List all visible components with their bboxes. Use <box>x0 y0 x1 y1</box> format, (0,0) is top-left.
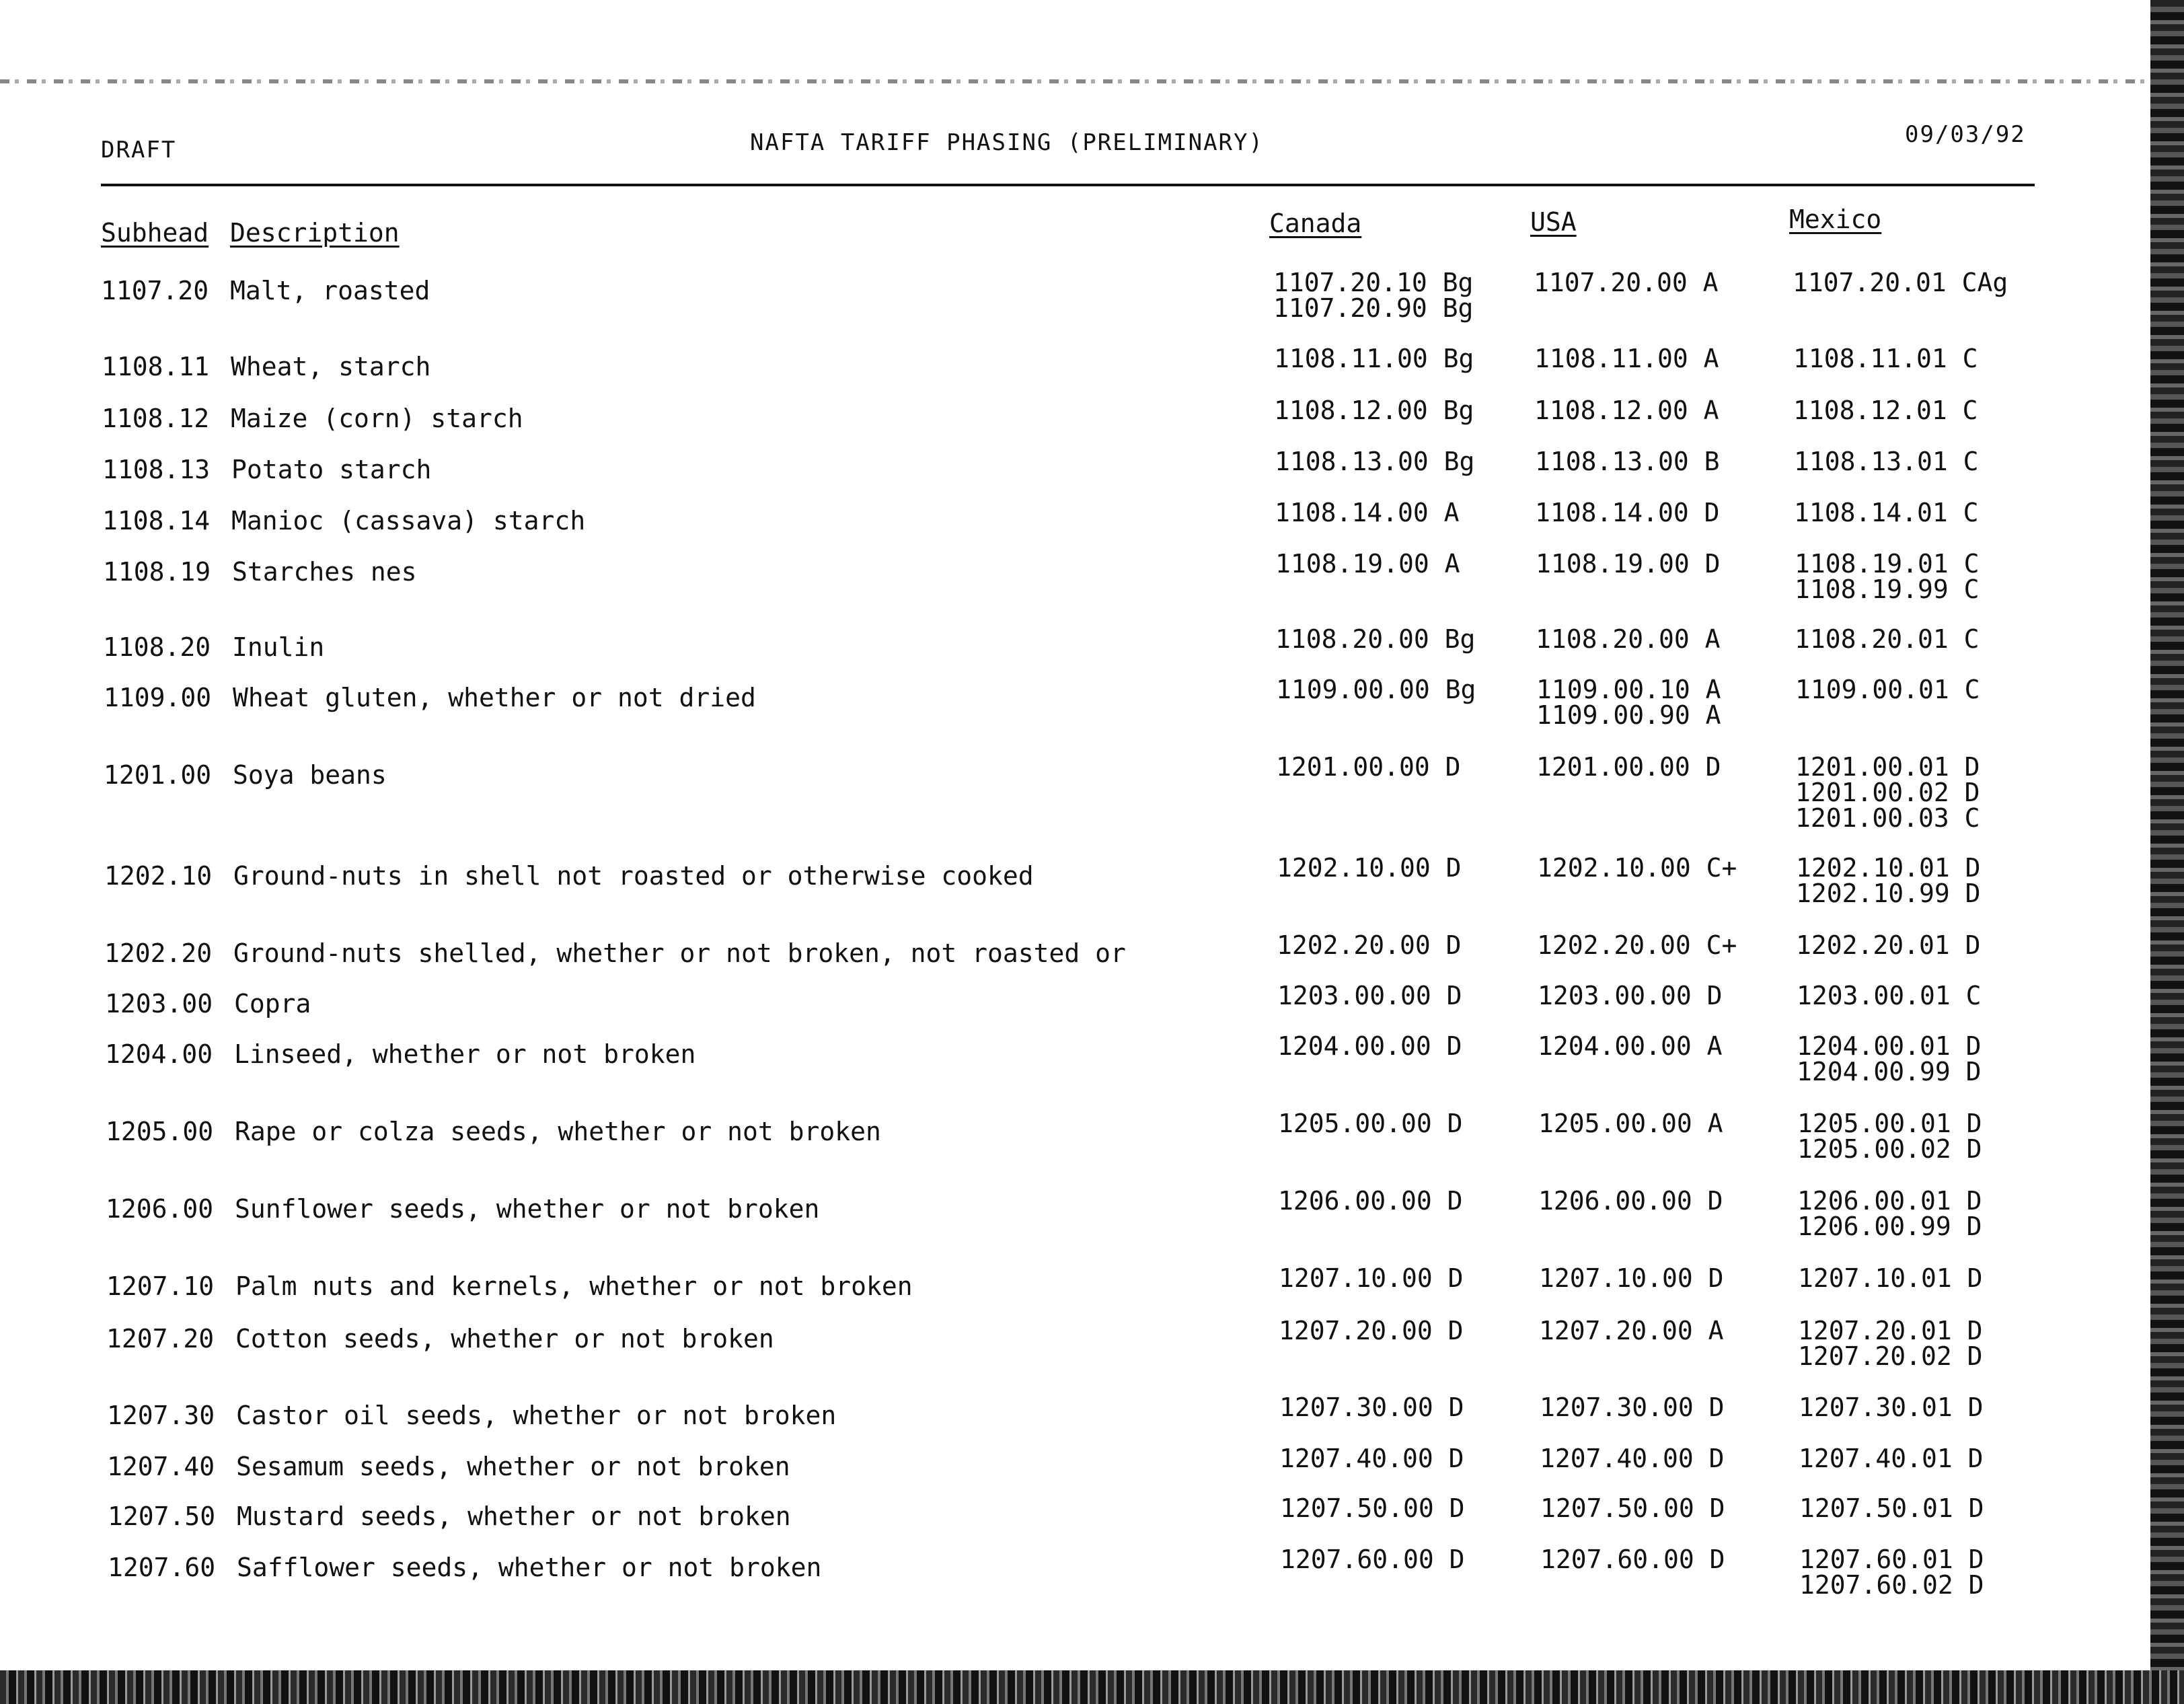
subhead-code: 1108.12 <box>102 404 210 433</box>
usa-tariff-code: 1108.14.00 D <box>1535 498 1720 527</box>
subhead-code: 1207.50 <box>108 1502 216 1531</box>
mexico-tariff-code: 1205.00.02 D <box>1797 1134 1982 1164</box>
mexico-tariff-code: 1108.19.01 C <box>1795 549 1980 579</box>
scan-edge-right <box>2150 0 2184 1704</box>
usa-tariff-code: 1108.11.00 A <box>1534 344 1719 373</box>
mexico-tariff-code: 1201.00.02 D <box>1795 778 1980 807</box>
canada-tariff-code: 1108.11.00 Bg <box>1274 344 1474 373</box>
document-title: NAFTA TARIFF PHASING (PRELIMINARY) <box>750 129 1264 156</box>
subhead-code: 1203.00 <box>105 989 213 1018</box>
usa-tariff-code: 1205.00.00 A <box>1538 1109 1723 1138</box>
mexico-tariff-code: 1108.19.99 C <box>1795 575 1980 604</box>
mexico-tariff-code: 1207.50.01 D <box>1799 1493 1984 1523</box>
item-description: Castor oil seeds, whether or not broken <box>236 1401 837 1430</box>
usa-tariff-code: 1109.00.10 A <box>1536 675 1721 704</box>
column-header-usa: USA <box>1530 207 1577 237</box>
item-description: Ground-nuts in shell not roasted or otherwise cooked <box>233 861 1034 891</box>
item-description: Linseed, whether or not broken <box>234 1039 696 1069</box>
canada-tariff-code: 1205.00.00 D <box>1278 1109 1463 1138</box>
subhead-code: 1109.00 <box>104 683 212 712</box>
item-description: Wheat gluten, whether or not dried <box>233 683 756 712</box>
canada-tariff-code: 1107.20.90 Bg <box>1273 293 1474 323</box>
usa-tariff-code: 1207.50.00 D <box>1540 1493 1725 1523</box>
item-description: Inulin <box>232 632 325 662</box>
mexico-tariff-code: 1202.10.99 D <box>1796 879 1981 908</box>
canada-tariff-code: 1108.20.00 Bg <box>1275 624 1476 654</box>
canada-tariff-code: 1202.20.00 D <box>1277 930 1462 960</box>
mexico-tariff-code: 1207.40.01 D <box>1799 1444 1984 1473</box>
canada-tariff-code: 1207.20.00 D <box>1279 1316 1464 1345</box>
canada-tariff-code: 1203.00.00 D <box>1277 981 1462 1010</box>
usa-tariff-code: 1207.30.00 D <box>1540 1393 1725 1422</box>
subhead-code: 1207.60 <box>108 1553 216 1582</box>
usa-tariff-code: 1108.19.00 D <box>1536 549 1721 579</box>
usa-tariff-code: 1207.20.00 A <box>1539 1316 1724 1345</box>
item-description: Mustard seeds, whether or not broken <box>237 1502 791 1531</box>
column-header-subhead: Subhead <box>101 218 209 248</box>
canada-tariff-code: 1206.00.00 D <box>1278 1186 1463 1216</box>
canada-tariff-code: 1207.50.00 D <box>1280 1493 1465 1523</box>
usa-tariff-code: 1207.60.00 D <box>1540 1545 1725 1574</box>
item-description: Soya beans <box>233 760 387 790</box>
draft-label: DRAFT <box>101 137 177 163</box>
mexico-tariff-code: 1207.30.01 D <box>1799 1393 1984 1422</box>
usa-tariff-code: 1202.20.00 C+ <box>1537 930 1737 960</box>
subhead-code: 1108.14 <box>102 506 211 535</box>
mexico-tariff-code: 1202.20.01 D <box>1796 930 1981 960</box>
subhead-code: 1207.10 <box>106 1271 215 1301</box>
canada-tariff-code: 1207.10.00 D <box>1279 1263 1464 1293</box>
usa-tariff-code: 1207.10.00 D <box>1539 1263 1724 1293</box>
canada-tariff-code: 1108.14.00 A <box>1275 498 1460 527</box>
mexico-tariff-code: 1108.20.01 C <box>1795 624 1980 654</box>
usa-tariff-code: 1108.20.00 A <box>1536 624 1721 654</box>
canada-tariff-code: 1201.00.00 D <box>1276 752 1461 782</box>
mexico-tariff-code: 1108.11.01 C <box>1793 344 1978 373</box>
usa-tariff-code: 1207.40.00 D <box>1540 1444 1725 1473</box>
item-description: Potato starch <box>231 455 432 484</box>
mexico-tariff-code: 1207.60.01 D <box>1799 1545 1984 1574</box>
mexico-tariff-code: 1204.00.99 D <box>1797 1057 1982 1086</box>
canada-tariff-code: 1107.20.10 Bg <box>1273 268 1474 297</box>
canada-tariff-code: 1202.10.00 D <box>1277 853 1462 883</box>
usa-tariff-code: 1201.00.00 D <box>1536 752 1721 782</box>
mexico-tariff-code: 1207.60.02 D <box>1799 1570 1984 1600</box>
canada-tariff-code: 1108.13.00 Bg <box>1275 447 1475 476</box>
usa-tariff-code: 1203.00.00 D <box>1538 981 1723 1010</box>
subhead-code: 1206.00 <box>106 1194 214 1224</box>
usa-tariff-code: 1108.12.00 A <box>1534 396 1719 425</box>
item-description: Cotton seeds, whether or not broken <box>235 1324 774 1354</box>
column-header-mexico: Mexico <box>1789 205 1882 234</box>
canada-tariff-code: 1204.00.00 D <box>1277 1031 1462 1061</box>
mexico-tariff-code: 1206.00.99 D <box>1797 1212 1982 1241</box>
mexico-tariff-code: 1201.00.01 D <box>1795 752 1980 782</box>
mexico-tariff-code: 1107.20.01 CAg <box>1793 268 2008 297</box>
column-header-canada: Canada <box>1269 209 1362 238</box>
item-description: Sesamum seeds, whether or not broken <box>236 1452 790 1481</box>
usa-tariff-code: 1206.00.00 D <box>1538 1186 1723 1216</box>
mexico-tariff-code: 1205.00.01 D <box>1797 1109 1982 1138</box>
usa-tariff-code: 1204.00.00 A <box>1538 1031 1723 1061</box>
usa-tariff-code: 1108.13.00 B <box>1535 447 1720 476</box>
mexico-tariff-code: 1108.14.01 C <box>1794 498 1979 527</box>
item-description: Ground-nuts shelled, whether or not broken, not roasted or <box>233 938 1126 968</box>
mexico-tariff-code: 1202.10.01 D <box>1796 853 1981 883</box>
canada-tariff-code: 1207.30.00 D <box>1279 1393 1464 1422</box>
canada-tariff-code: 1207.60.00 D <box>1280 1545 1465 1574</box>
item-description: Wheat, starch <box>231 352 431 381</box>
subhead-code: 1202.20 <box>104 938 213 968</box>
mexico-tariff-code: 1108.12.01 C <box>1793 396 1978 425</box>
item-description: Copra <box>234 989 311 1018</box>
subhead-code: 1108.19 <box>103 557 211 587</box>
scan-edge-bottom <box>0 1670 2184 1704</box>
subhead-code: 1207.40 <box>107 1452 215 1481</box>
item-description: Starches nes <box>232 557 417 587</box>
subhead-code: 1204.00 <box>105 1039 213 1069</box>
subhead-code: 1201.00 <box>104 760 212 790</box>
usa-tariff-code: 1202.10.00 C+ <box>1537 853 1737 883</box>
item-description: Safflower seeds, whether or not broken <box>237 1553 822 1582</box>
mexico-tariff-code: 1203.00.01 C <box>1797 981 1982 1010</box>
item-description: Sunflower seeds, whether or not broken <box>235 1194 820 1224</box>
mexico-tariff-code: 1207.10.01 D <box>1798 1263 1983 1293</box>
scan-edge-top <box>0 79 2152 83</box>
subhead-code: 1108.13 <box>102 455 211 484</box>
column-header-description: Description <box>230 218 400 248</box>
subhead-code: 1207.30 <box>107 1401 215 1430</box>
subhead-code: 1108.11 <box>102 352 210 381</box>
mexico-tariff-code: 1207.20.02 D <box>1798 1341 1983 1371</box>
subhead-code: 1207.20 <box>106 1324 215 1354</box>
subhead-code: 1202.10 <box>104 861 213 891</box>
mexico-tariff-code: 1201.00.03 C <box>1795 803 1980 833</box>
subhead-code: 1108.20 <box>103 632 211 662</box>
mexico-tariff-code: 1206.00.01 D <box>1797 1186 1982 1216</box>
item-description: Malt, roasted <box>230 276 430 305</box>
canada-tariff-code: 1108.19.00 A <box>1275 549 1460 579</box>
subhead-code: 1107.20 <box>101 276 209 305</box>
canada-tariff-code: 1207.40.00 D <box>1279 1444 1464 1473</box>
canada-tariff-code: 1108.12.00 Bg <box>1274 396 1474 425</box>
item-description: Manioc (cassava) starch <box>231 506 586 535</box>
usa-tariff-code: 1107.20.00 A <box>1534 268 1719 297</box>
document-date: 09/03/92 <box>1905 121 2026 148</box>
mexico-tariff-code: 1108.13.01 C <box>1794 447 1979 476</box>
item-description: Maize (corn) starch <box>231 404 523 433</box>
subhead-code: 1205.00 <box>106 1117 214 1146</box>
mexico-tariff-code: 1207.20.01 D <box>1798 1316 1983 1345</box>
item-description: Palm nuts and kernels, whether or not broken <box>235 1271 913 1301</box>
mexico-tariff-code: 1204.00.01 D <box>1797 1031 1982 1061</box>
header-rule <box>101 184 2035 186</box>
item-description: Rape or colza seeds, whether or not broken <box>235 1117 881 1146</box>
usa-tariff-code: 1109.00.90 A <box>1536 700 1721 730</box>
canada-tariff-code: 1109.00.00 Bg <box>1276 675 1476 704</box>
mexico-tariff-code: 1109.00.01 C <box>1795 675 1980 704</box>
